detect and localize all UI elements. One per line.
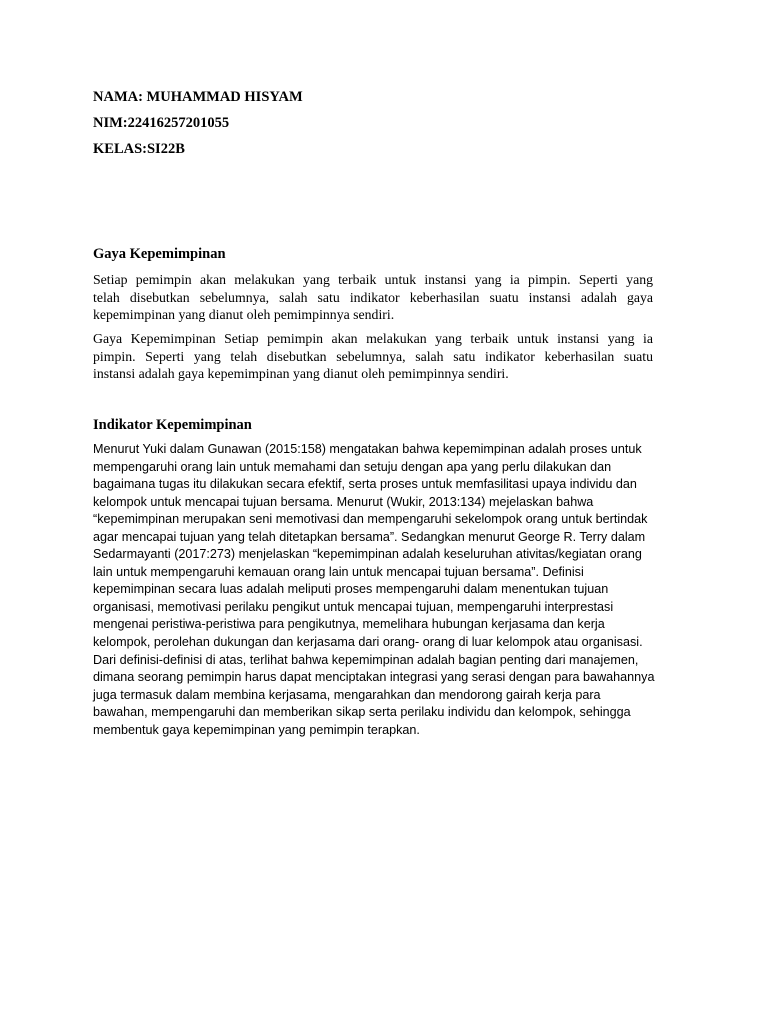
- student-nim: NIM:22416257201055: [93, 115, 230, 131]
- paragraph-line: kepemimpinan secara luas adalah meliputi proses mempengaruhi dalam menentukan tujuan: [93, 582, 609, 597]
- paragraph-line: kelompok untuk mencapai tujuan bersama. Menurut (Wukir, 2013:134) mejelaskan bahwa: [93, 494, 594, 509]
- paragraph-line: Dari definisi-definisi di atas, terlihat bahwa kepemimpinan adalah bagian penting dari manajemen,: [93, 652, 639, 667]
- paragraph-line: instansi adalah gaya kepemimpinan yang dianut oleh pemimpinnya sendiri.: [93, 366, 509, 381]
- paragraph-line: pimpin. Seperti yang telah disebutkan sebelumnya, salah satu indikator keberhasilan suatu: [93, 348, 653, 364]
- paragraph-line: dimana seorang pemimpin harus dapat menciptakan integrasi yang serasi dengan para bawahannya: [93, 670, 655, 685]
- section-heading-gaya-kepemimpinan: Gaya Kepemimpinan: [93, 246, 226, 262]
- paragraph-line: Gaya Kepemimpinan Setiap pemimpin akan melakukan yang terbaik untuk instansi yang ia: [93, 331, 653, 346]
- paragraph-line: bawahan, mempengaruhi dan memberikan sikap serta perilaku individu dan kelompok, sehingga: [93, 705, 631, 720]
- section-heading-indikator-kepemimpinan: Indikator Kepemimpinan: [93, 417, 252, 433]
- paragraph-line: agar mencapai tujuan yang telah ditetapkan bersama”. Sedangkan menurut George R. Terry dalam: [93, 529, 646, 544]
- paragraph-gaya-2: [93, 330, 653, 383]
- paragraph-line: Menurut Yuki dalam Gunawan (2015:158) mengatakan bahwa kepemimpinan adalah proses untuk: [93, 442, 642, 456]
- paragraph-line: mengenai peristiwa-peristiwa para pengikutnya, memelihara hubungan kerjasama dan kerja: [93, 617, 605, 632]
- paragraph-indikator: [93, 441, 683, 739]
- paragraph-line: bagaimana tugas itu dilakukan secara efektif, serta proses untuk memfasilitasi upaya individu dan: [93, 477, 637, 492]
- paragraph-line: Setiap pemimpin akan melakukan yang terbaik untuk instansi yang ia pimpin. Seperti yang: [93, 272, 653, 287]
- student-name: NAMA: MUHAMMAD HISYAM: [93, 89, 303, 105]
- paragraph-line: kelompok, perolehan dukungan dan kerjasama dari orang- orang di luar kelompok atau organisasi.: [93, 635, 643, 650]
- paragraph-line: “kepemimpinan merupakan seni memotivasi dan mempengaruhi sekelompok orang untuk bertindak: [93, 512, 648, 527]
- paragraph-line: membentuk gaya kepemimpinan yang pemimpin terapkan.: [93, 722, 420, 737]
- paragraph-line: organisasi, memotivasi perilaku pengikut untuk mencapai tujuan, mempengaruhi interprestasi: [93, 599, 614, 614]
- paragraph-line: juga termasuk dalam membina kerjasama, mengarahkan dan mendorong gairah kerja para: [93, 687, 601, 702]
- paragraph-line: kepemimpinan yang dianut oleh pemimpinnya sendiri.: [93, 307, 395, 322]
- paragraph-line: mempengaruhi orang lain untuk memahami dan setuju dengan apa yang perlu dilakukan dan: [93, 459, 612, 474]
- paragraph-gaya-1: [93, 271, 653, 324]
- paragraph-line: telah disebutkan sebelumnya, salah satu indikator keberhasilan suatu instansi adalah gaya: [93, 289, 653, 305]
- paragraph-line: Sedarmayanti (2017:273) menjelaskan “kepemimpinan adalah keseluruhan ativitas/kegiatan orang: [93, 547, 642, 562]
- paragraph-line: lain untuk mempengaruhi kemauan orang lain untuk mencapai tujuan bersama”. Definisi: [93, 564, 584, 579]
- student-class: KELAS:SI22B: [93, 141, 185, 157]
